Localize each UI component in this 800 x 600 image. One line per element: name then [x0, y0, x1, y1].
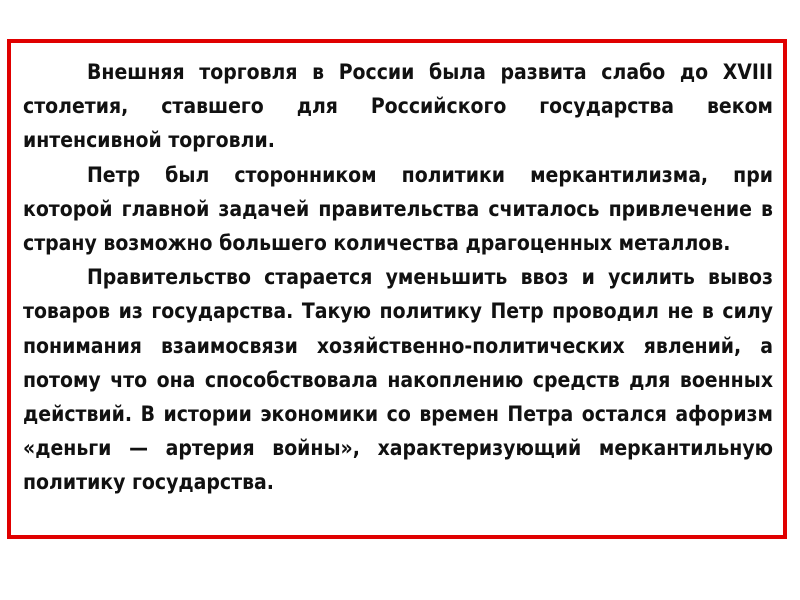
paragraph-3: Правительство старается уменьшить ввоз и усилить вывоз товаров из государства. Такую политику Петр проводил не в силу понимания взаимосвязи хозяйственно-политических явлений, а потому что она способствовала накоплению средств для военных действий. В истории экономики со времен Петра остался афоризм «деньги — артерия войны», характеризующий меркантильную политику государства.	[23, 265, 773, 495]
body-text	[23, 55, 773, 500]
paragraph-1: Внешняя торговля в России была развита слабо до XVIII столетия, ставшего для Российского государства веком интенсивной торговли.	[23, 60, 773, 153]
paragraph-2: Петр был сторонником политики меркантилизма, при которой главной задачей правительства считалось привлечение в страну возможно большего количества драгоценных металлов.	[23, 162, 773, 256]
text-frame	[7, 39, 787, 539]
